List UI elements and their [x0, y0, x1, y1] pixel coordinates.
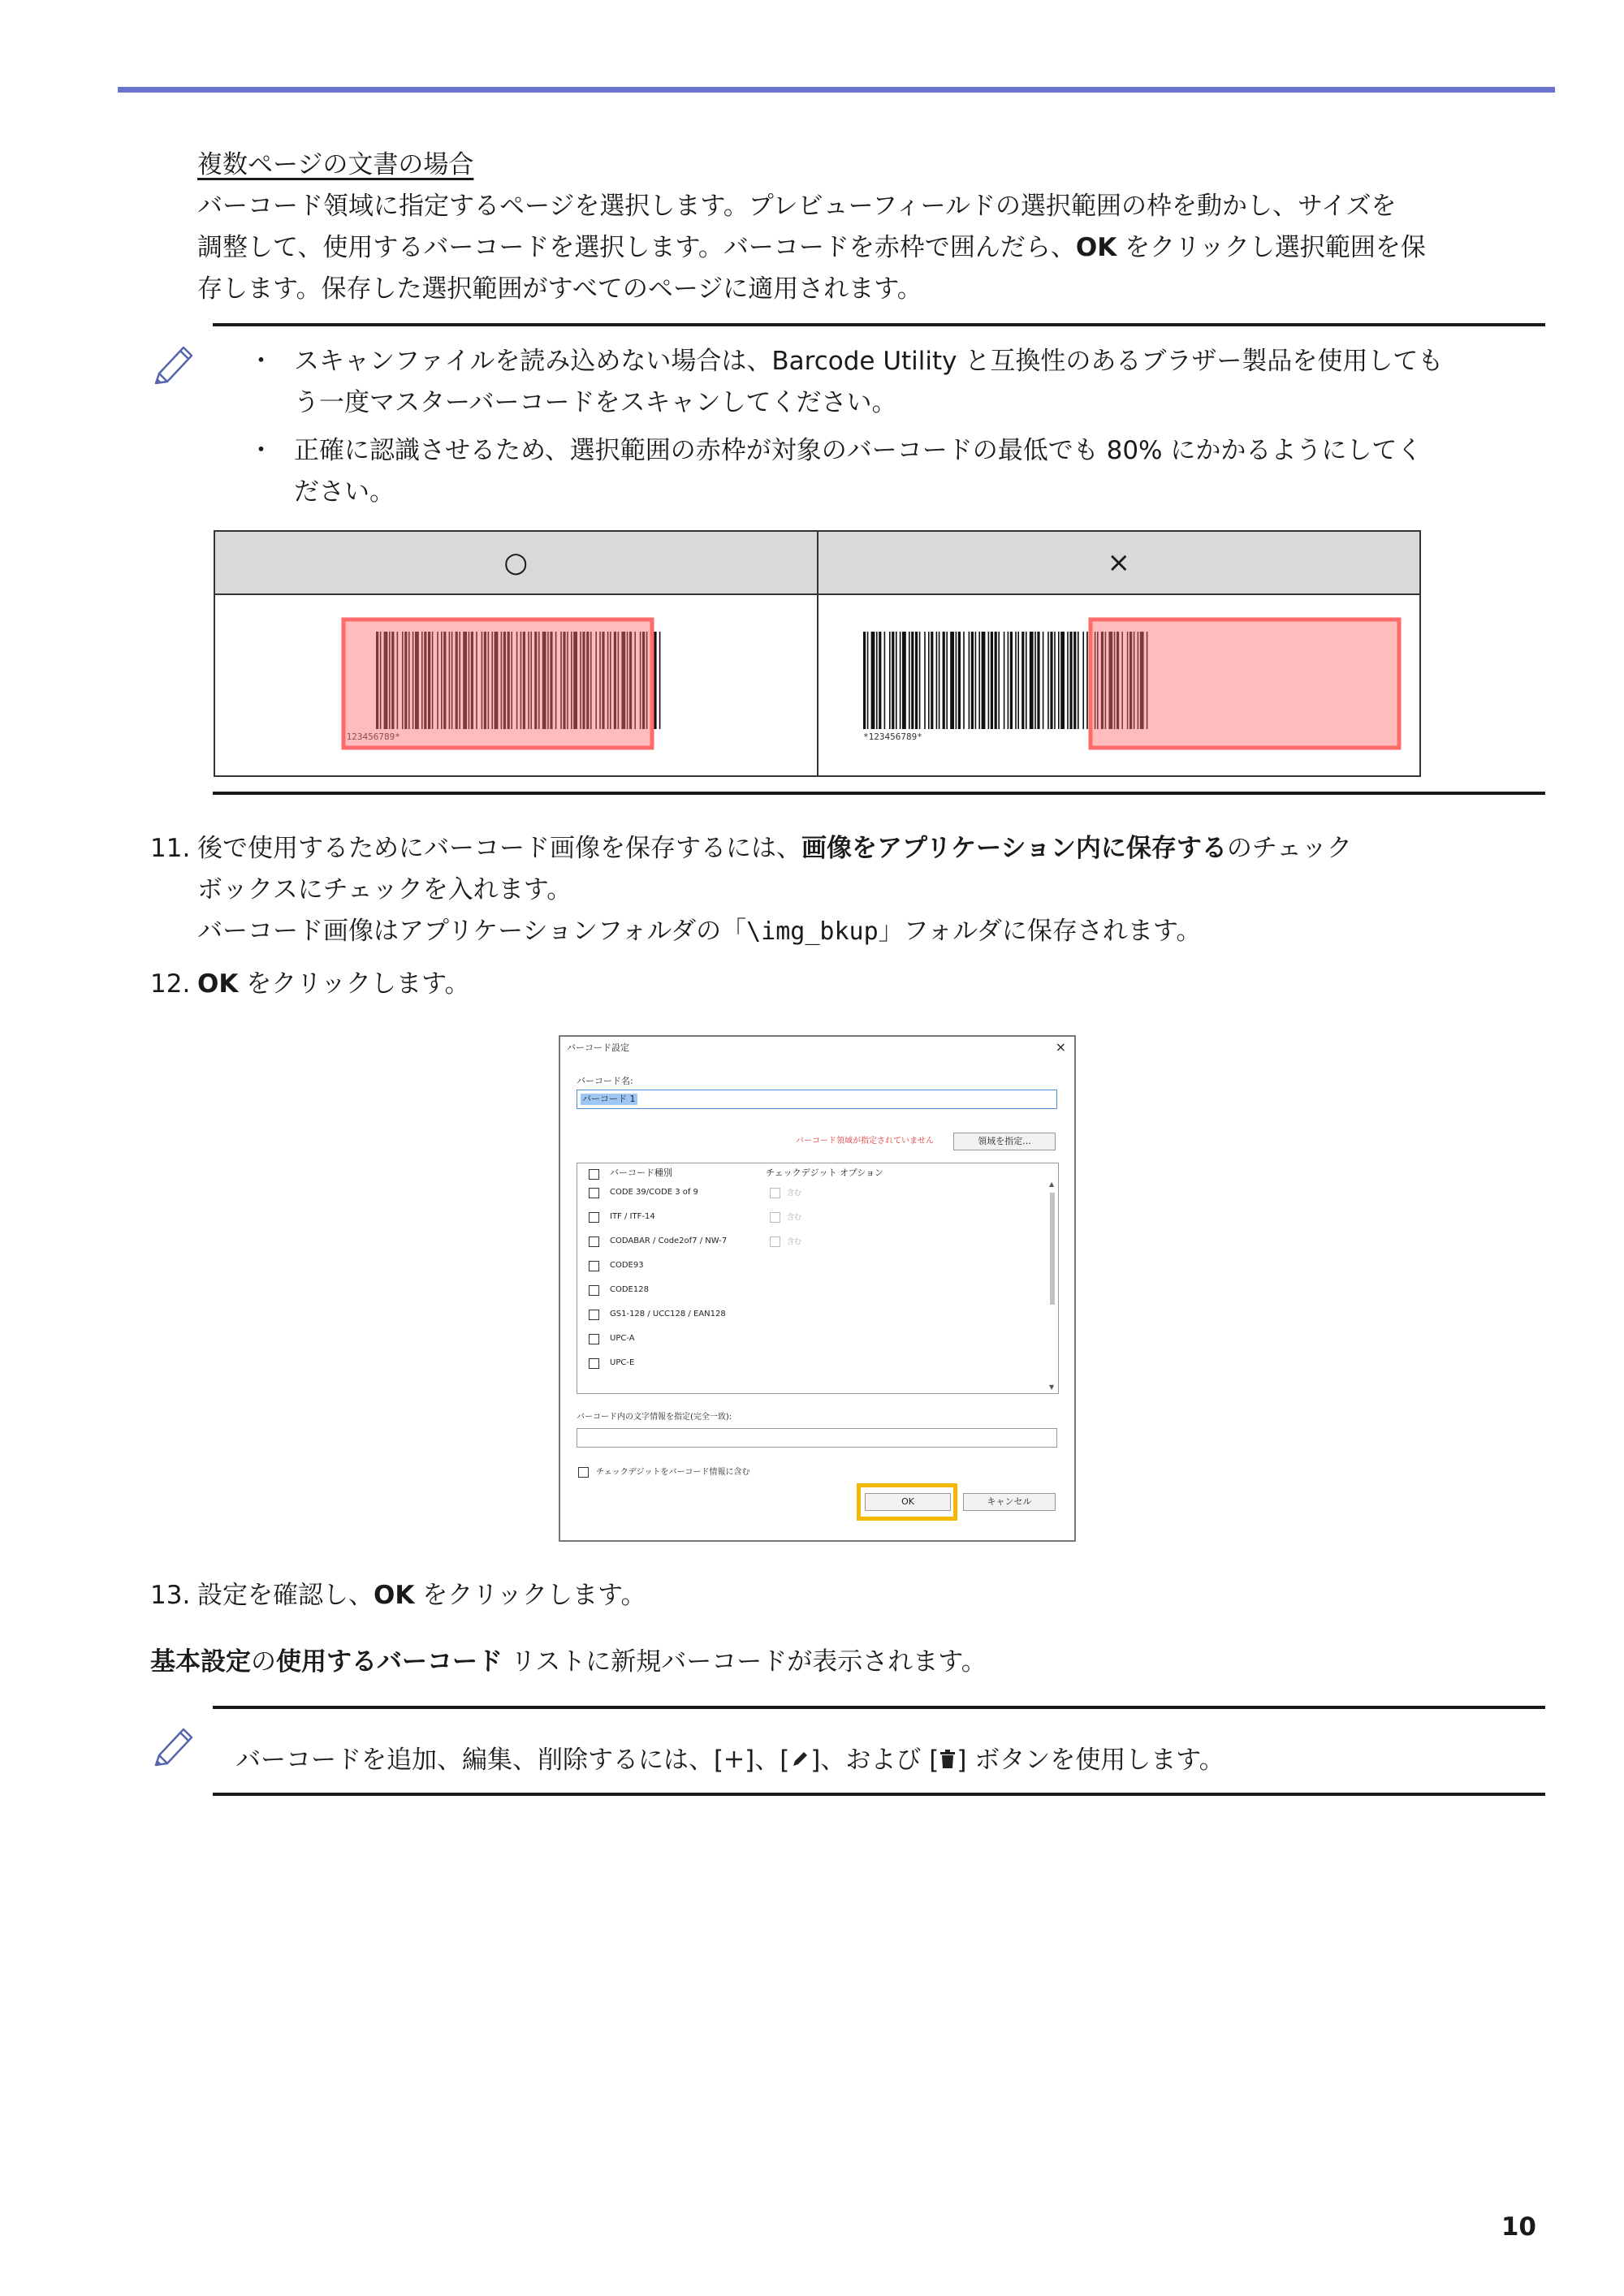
- text: をクリックします。: [414, 1581, 646, 1610]
- barcode-name-input[interactable]: [577, 1090, 1057, 1109]
- barcode-name-label: バーコード名:: [577, 1076, 633, 1086]
- ok-bold: OK: [374, 1581, 415, 1610]
- list-scrollbar[interactable]: [1048, 1181, 1056, 1391]
- bad-header: ×: [818, 531, 1421, 594]
- type-label: CODE128: [610, 1285, 649, 1294]
- step-number: 11.: [150, 834, 191, 863]
- check-digit-include-checkbox[interactable]: [578, 1467, 589, 1478]
- text: バーコード画像はアプリケーションフォルダの「: [197, 917, 747, 946]
- barcode-bar: [902, 632, 906, 729]
- barcode-bar: [899, 632, 901, 729]
- barcode-bar: [659, 632, 661, 729]
- barcode-text: *123456789*: [341, 732, 400, 742]
- barcode-bar: [946, 632, 948, 729]
- barcode-bar: [978, 632, 980, 729]
- barcode-bar: [892, 632, 894, 729]
- barcode-bar: [1042, 632, 1043, 729]
- barcode-bar: [924, 632, 926, 729]
- scroll-thumb[interactable]: [1050, 1193, 1055, 1305]
- bad-barcode-illustration: [818, 595, 1422, 775]
- barcode-bar: [883, 632, 885, 729]
- barcode-name-value: バーコード 1: [582, 1094, 636, 1104]
- text: バーコードを追加、編集、削除するには、[: [235, 1746, 724, 1775]
- barcode-bar: [970, 632, 973, 729]
- check-digit-checkbox[interactable]: [770, 1188, 780, 1198]
- type-label: CODE93: [610, 1261, 644, 1270]
- barcode-bar: [990, 632, 992, 729]
- close-icon[interactable]: ×: [1055, 1039, 1066, 1055]
- barcode-text: *123456789*: [862, 732, 922, 742]
- barcode-text-input[interactable]: [577, 1428, 1057, 1448]
- type-checkbox[interactable]: [589, 1358, 599, 1369]
- top-rule: [118, 87, 1555, 93]
- type-checkbox[interactable]: [589, 1334, 599, 1344]
- barcode-bar: [879, 632, 881, 729]
- scroll-down-icon[interactable]: ▼: [1049, 1383, 1055, 1391]
- type-checkbox[interactable]: [589, 1236, 599, 1247]
- barcode-bar: [938, 632, 939, 729]
- note-line: 正確に認識させるため、選択範囲の赤枠が対象のバーコードの最低でも 80% にかかるようにしてく: [294, 436, 1423, 465]
- note-item-1: [294, 341, 1553, 424]
- note2-top-rule: [213, 1706, 1545, 1709]
- barcode-bar: [987, 632, 989, 729]
- bullet: ・: [248, 436, 274, 465]
- type-label: GS1-128 / UCC128 / EAN128: [610, 1310, 726, 1318]
- barcode-bar: [1058, 632, 1060, 729]
- pencil-edit-icon: [789, 1749, 810, 1770]
- text: ボックスにチェックを入れます。: [197, 875, 572, 904]
- barcode-settings-dialog: [559, 1035, 1076, 1542]
- text: 調整して、使用するバーコードを選択します。バーコードを赤枠で囲んだら、: [197, 233, 1076, 262]
- include-label: 含む: [787, 1189, 802, 1198]
- barcode-bar: [963, 632, 965, 729]
- barcode-bar: [981, 632, 985, 729]
- note2-text: [235, 1740, 1535, 1781]
- barcode-bar: [1082, 632, 1084, 729]
- ok-bold: OK: [197, 969, 239, 999]
- step-13: [150, 1575, 1555, 1616]
- barcode-comparison-table: [214, 530, 1421, 777]
- barcode-bar: [955, 632, 957, 729]
- trash-icon: [939, 1749, 957, 1770]
- barcode-bar: [863, 632, 866, 729]
- barcode-type-list: [577, 1163, 1059, 1394]
- section-line-3: 存します。保存した選択範囲がすべてのページに適用されます。: [197, 274, 922, 304]
- basic-settings-bold: 基本設定: [150, 1647, 251, 1677]
- ok-bold: OK: [1075, 233, 1117, 262]
- column-header-type: バーコード種別: [610, 1167, 672, 1178]
- section-block: [197, 145, 1545, 310]
- step-number: 12.: [150, 969, 191, 999]
- barcode-bar: [1029, 632, 1033, 729]
- type-checkbox[interactable]: [589, 1212, 599, 1223]
- page-number: 10: [1501, 2212, 1536, 2242]
- barcode-bar: [1067, 632, 1069, 729]
- pencil-note-icon: [151, 338, 198, 385]
- check-digit-include-label: チェックデジットをバーコード情報に含む: [596, 1468, 750, 1477]
- type-label: UPC-A: [610, 1334, 635, 1343]
- barcode-bar: [1009, 632, 1012, 729]
- barcode-bar: [1021, 632, 1024, 729]
- barcode-bar: [1007, 632, 1009, 729]
- barcode-bar: [1078, 632, 1079, 729]
- barcode-bar: [909, 632, 910, 729]
- barcode-bar: [1017, 632, 1019, 729]
- text: の: [251, 1647, 276, 1677]
- barcode-bar: [935, 632, 937, 729]
- section-heading: 複数ページの文書の場合: [197, 150, 474, 179]
- section-line-1: バーコード領域に指定するページを選択します。プレビューフィールドの選択範囲の枠を動かし、サイズを: [197, 192, 1397, 221]
- save-image-option-bold: 画像をアプリケーション内に保存する: [801, 834, 1227, 863]
- text: 」フォルダに保存されます。: [878, 917, 1202, 946]
- barcode-bar: [896, 632, 897, 729]
- text: 後で使用するためにバーコード画像を保存するには、: [197, 834, 801, 863]
- cancel-button[interactable]: キャンセル: [963, 1493, 1056, 1511]
- note-item-2: [294, 430, 1553, 513]
- barcode-bar: [1073, 632, 1076, 729]
- scroll-up-icon[interactable]: ▲: [1049, 1180, 1055, 1188]
- specify-area-button[interactable]: 領域を指定...: [953, 1133, 1056, 1150]
- barcode-bar: [1015, 632, 1017, 729]
- barcode-bar: [870, 632, 875, 729]
- barcode-bar: [889, 632, 891, 729]
- barcode-bar: [911, 632, 914, 729]
- type-label: ITF / ITF-14: [610, 1212, 655, 1221]
- selection-box-bad: [1091, 619, 1399, 748]
- text: をクリックし選択範囲を保: [1116, 233, 1426, 262]
- bullet: ・: [248, 347, 274, 376]
- barcode-bar: [876, 632, 878, 729]
- good-barcode-illustration: [215, 595, 818, 775]
- selection-box-good: [343, 619, 652, 748]
- check-digit-checkbox[interactable]: [770, 1236, 780, 1247]
- check-digit-checkbox[interactable]: [770, 1212, 780, 1223]
- text: ]、および [: [810, 1746, 939, 1775]
- barcode-bar: [918, 632, 920, 729]
- barcode-bar: [1037, 632, 1039, 729]
- barcode-bar: [1086, 632, 1088, 729]
- type-label: CODE 39/CODE 3 of 9: [610, 1188, 698, 1197]
- ok-button[interactable]: OK: [865, 1493, 951, 1511]
- barcode-bar: [928, 632, 930, 729]
- note-line: ださい。: [294, 477, 395, 507]
- type-checkbox[interactable]: [589, 1285, 599, 1296]
- result-line: [150, 1642, 1555, 1683]
- pencil-note-icon: [151, 1720, 198, 1767]
- step-11: [150, 828, 1555, 952]
- type-checkbox[interactable]: [589, 1310, 599, 1320]
- barcode-bar: [1069, 632, 1072, 729]
- barcode-text-label: バーコード内の文字情報を指定(完全一致):: [577, 1413, 732, 1422]
- note-line: う一度マスターバーコードをスキャンしてください。: [294, 388, 897, 417]
- text: ] ボタンを使用します。: [957, 1746, 1224, 1775]
- include-label: 含む: [787, 1214, 802, 1222]
- text: 設定を確認し、: [197, 1581, 374, 1610]
- barcode-bar: [931, 632, 933, 729]
- area-warning-text: バーコード領域が指定されていません: [796, 1137, 934, 1146]
- barcode-bar: [942, 632, 944, 729]
- column-header-option: オプション: [840, 1167, 884, 1178]
- barcodes-to-use-bold: 使用するバーコード: [276, 1647, 503, 1677]
- plus-icon: [723, 1749, 745, 1770]
- type-checkbox[interactable]: [589, 1261, 599, 1271]
- text: をクリックします。: [238, 969, 470, 999]
- barcode-bar: [1060, 632, 1065, 729]
- type-label: UPC-E: [610, 1358, 635, 1367]
- note-line: スキャンファイルを読み込めない場合は、Barcode Utility と互換性のあるブラザー製品を使用しても: [294, 347, 1444, 376]
- text: のチェック: [1226, 834, 1352, 863]
- barcode-bar: [974, 632, 976, 729]
- good-header: ○: [214, 531, 818, 594]
- note-top-rule: [213, 323, 1545, 326]
- note2-bottom-rule: [213, 1793, 1545, 1796]
- type-checkbox[interactable]: [589, 1188, 599, 1198]
- note-bottom-rule: [213, 792, 1545, 795]
- select-all-checkbox[interactable]: [589, 1169, 599, 1180]
- barcode-bar: [1003, 632, 1004, 729]
- barcode-bar: [1050, 632, 1052, 729]
- column-header-check: チェックデジット: [766, 1167, 837, 1178]
- barcode-bar: [957, 632, 960, 729]
- good-example-cell: [214, 594, 818, 776]
- barcode-bar: [1026, 632, 1027, 729]
- barcode-bar: [994, 632, 996, 729]
- barcode-bar: [1047, 632, 1049, 729]
- step-number: 13.: [150, 1581, 191, 1610]
- barcode-bar: [915, 632, 918, 729]
- barcode-bar: [998, 632, 1000, 729]
- bad-example-cell: [818, 594, 1421, 776]
- barcode-bar: [950, 632, 954, 729]
- barcode-bar: [866, 632, 868, 729]
- text: リストに新規バーコードが表示されます。: [503, 1647, 987, 1677]
- type-label: CODABAR / Code2of7 / NW-7: [610, 1236, 728, 1245]
- folder-code: \img_bkup: [746, 917, 879, 946]
- dialog-title: バーコード設定: [567, 1042, 629, 1053]
- barcode-bar: [968, 632, 970, 729]
- text: ]、[: [745, 1746, 790, 1775]
- section-line-2: [197, 227, 1545, 269]
- text: [150, 911, 1555, 952]
- barcode-bar: [1034, 632, 1036, 729]
- include-label: 含む: [787, 1238, 802, 1246]
- step-12: [150, 964, 1555, 1005]
- barcode-bar: [1054, 632, 1056, 729]
